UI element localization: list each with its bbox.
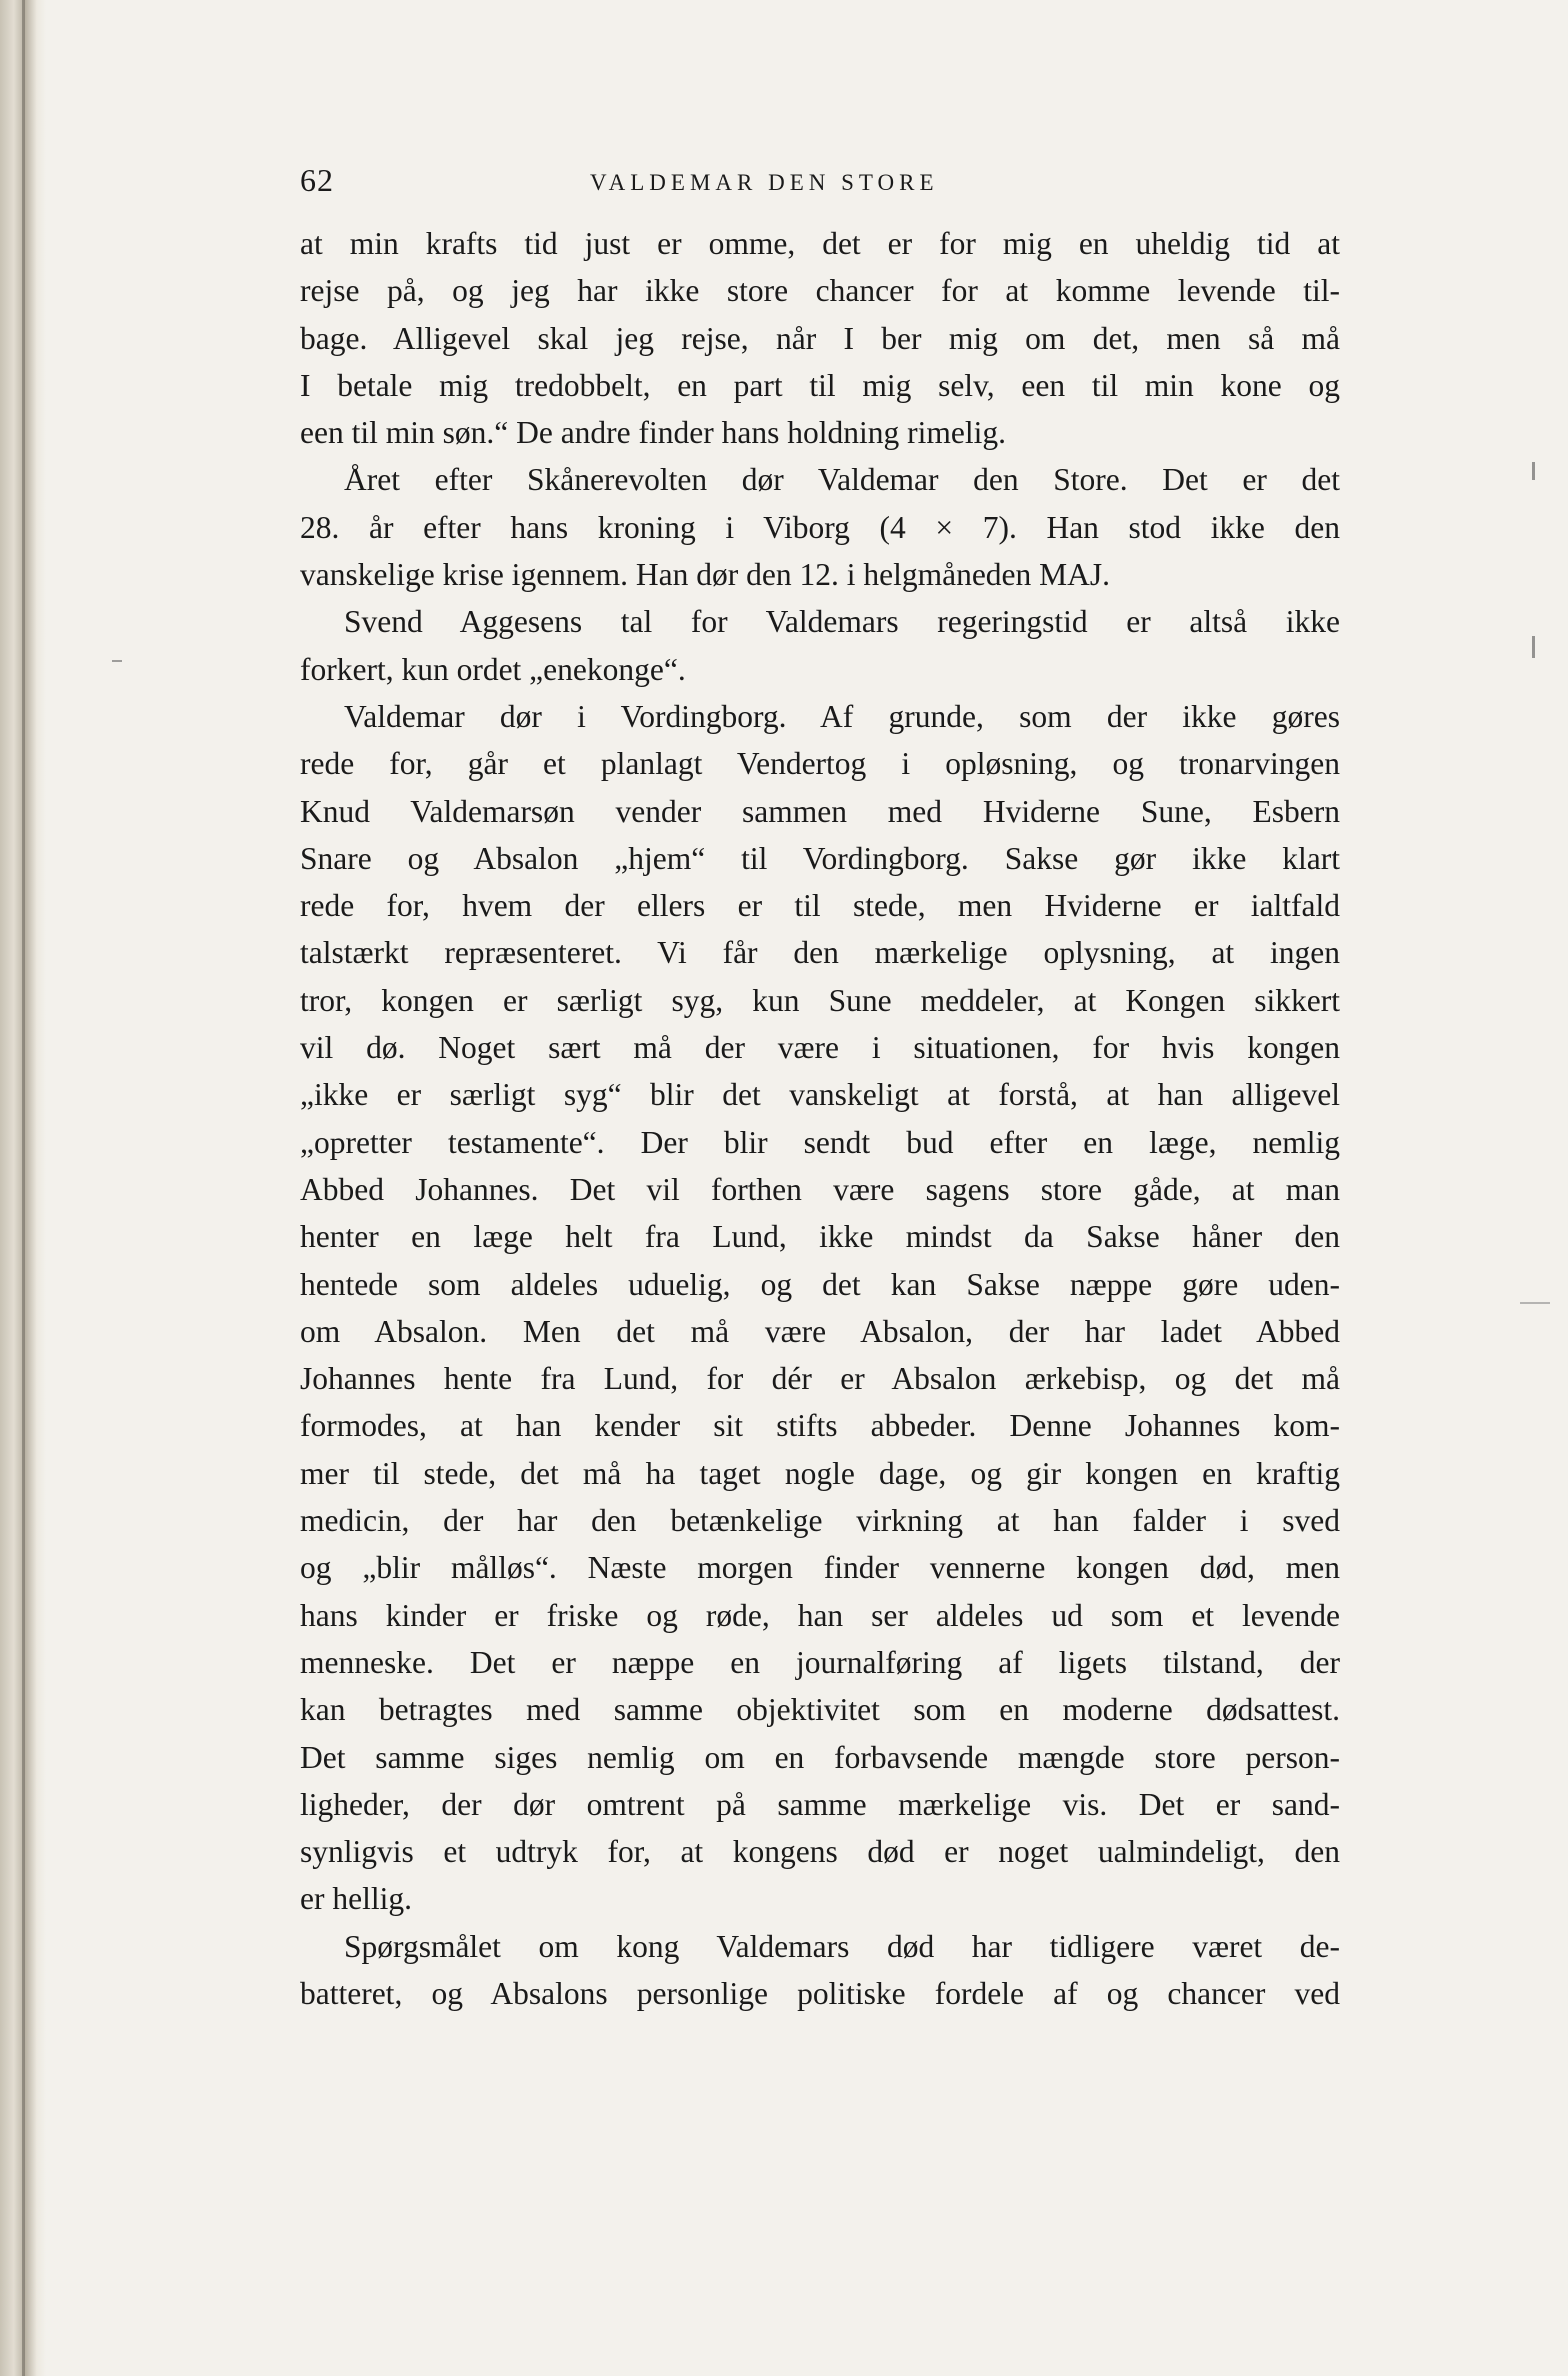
text-line: at min krafts tid just er omme, det er for mig en uheldig tid at	[300, 226, 1340, 261]
text-line: ligheder, der dør omtrent på samme mærkelige vis. Det er sand-	[300, 1786, 1340, 1822]
text-line: vil dø. Noget sært må der være i situationen, for hvis kongen	[300, 1030, 1340, 1066]
text-line: synligvis et udtryk for, at kongens død er noget ualmindeligt, den	[300, 1834, 1340, 1870]
text-line: hentede som aldeles uduelig, og det kan Sakse næppe gøre uden-	[300, 1266, 1340, 1302]
text-line: „ikke er særligt syg“ blir det vanskeligt at forstå, at han alligevel	[300, 1077, 1340, 1113]
text-line: I betale mig tredobbelt, en part til mig selv, een til min kone og	[300, 367, 1340, 403]
margin-mark	[1532, 636, 1535, 658]
margin-mark	[1532, 462, 1535, 480]
text-line: kan betragtes med samme objektivitet som en moderne dødsattest.	[300, 1692, 1340, 1728]
margin-mark	[112, 660, 122, 662]
text-line: talstærkt repræsenteret. Vi får den mærkelige oplysning, at ingen	[300, 935, 1340, 971]
text-line: rede for, går et planlagt Vendertog i opløsning, og tronarvingen	[300, 746, 1340, 782]
text-line: hans kinder er friske og røde, han ser aldeles ud som et levende	[300, 1597, 1340, 1633]
text-line: Snare og Absalon „hjem“ til Vordingborg. Sakse gør ikke klart	[300, 840, 1340, 876]
running-title: VALDEMAR DEN STORE	[590, 170, 939, 195]
text-line: Svend Aggesens tal for Valdemars regeringstid er altså ikke	[344, 604, 1340, 640]
text-line: een til min søn.“ De andre finder hans holdning rimelig.	[300, 415, 1006, 451]
text-line: forkert, kun ordet „enekonge“.	[300, 651, 686, 687]
text-line: Det samme siges nemlig om en forbavsende mængde store person-	[300, 1739, 1340, 1775]
text-line: „opretter testamente“. Der blir sendt bud efter en læge, nemlig	[300, 1124, 1340, 1160]
book-page	[300, 150, 1340, 2017]
binding-shadow	[22, 0, 25, 2376]
text-line: rejse på, og jeg har ikke store chancer for at komme levende til-	[300, 273, 1340, 309]
text-line: menneske. Det er næppe en journalføring af ligets tilstand, der	[300, 1644, 1340, 1680]
text-line: Spørgsmålet om kong Valdemars død har tidligere været de-	[344, 1928, 1340, 1964]
text-line: og „blir målløs“. Næste morgen finder vennerne kongen død, men	[300, 1550, 1340, 1586]
text-line: rede for, hvem der ellers er til stede, men Hviderne er ialtfald	[300, 888, 1340, 924]
running-head	[300, 150, 1340, 210]
text-line: om Absalon. Men det må være Absalon, der har ladet Abbed	[300, 1313, 1340, 1349]
text-line: formodes, at han kender sit stifts abbeder. Denne Johannes kom-	[300, 1408, 1340, 1444]
text-line: Året efter Skånerevolten dør Valdemar den Store. Det er det	[344, 462, 1340, 498]
margin-mark	[1520, 1302, 1550, 1304]
text-line: 28. år efter hans kroning i Viborg (4 × 7). Han stod ikke den	[300, 509, 1340, 545]
text-line: tror, kongen er særligt syg, kun Sune meddeler, at Kongen sikkert	[300, 982, 1340, 1018]
text-line: er hellig.	[300, 1881, 412, 1917]
text-line: Knud Valdemarsøn vender sammen med Hviderne Sune, Esbern	[300, 793, 1340, 829]
text-line: mer til stede, det må ha taget nogle dage, og gir kongen en kraftig	[300, 1455, 1340, 1491]
text-line: Abbed Johannes. Det vil forthen være sagens store gåde, at man	[300, 1171, 1340, 1207]
body-text	[300, 220, 1340, 2017]
text-line: Johannes hente fra Lund, for dér er Absalon ærkebisp, og det må	[300, 1361, 1340, 1397]
text-line: Valdemar dør i Vordingborg. Af grunde, som der ikke gøres	[344, 698, 1340, 734]
text-line: medicin, der har den betænkelige virkning at han falder i sved	[300, 1503, 1340, 1539]
page-number: 62	[300, 162, 334, 198]
text-line: batteret, og Absalons personlige politiske fordele af og chancer ved	[300, 1975, 1340, 2011]
text-line: henter en læge helt fra Lund, ikke mindst da Sakse håner den	[300, 1219, 1340, 1255]
text-line: vanskelige krise igennem. Han dør den 12. i helgmåneden MAJ.	[300, 557, 1111, 593]
text-line: bage. Alligevel skal jeg rejse, når I ber mig om det, men så må	[300, 320, 1340, 356]
